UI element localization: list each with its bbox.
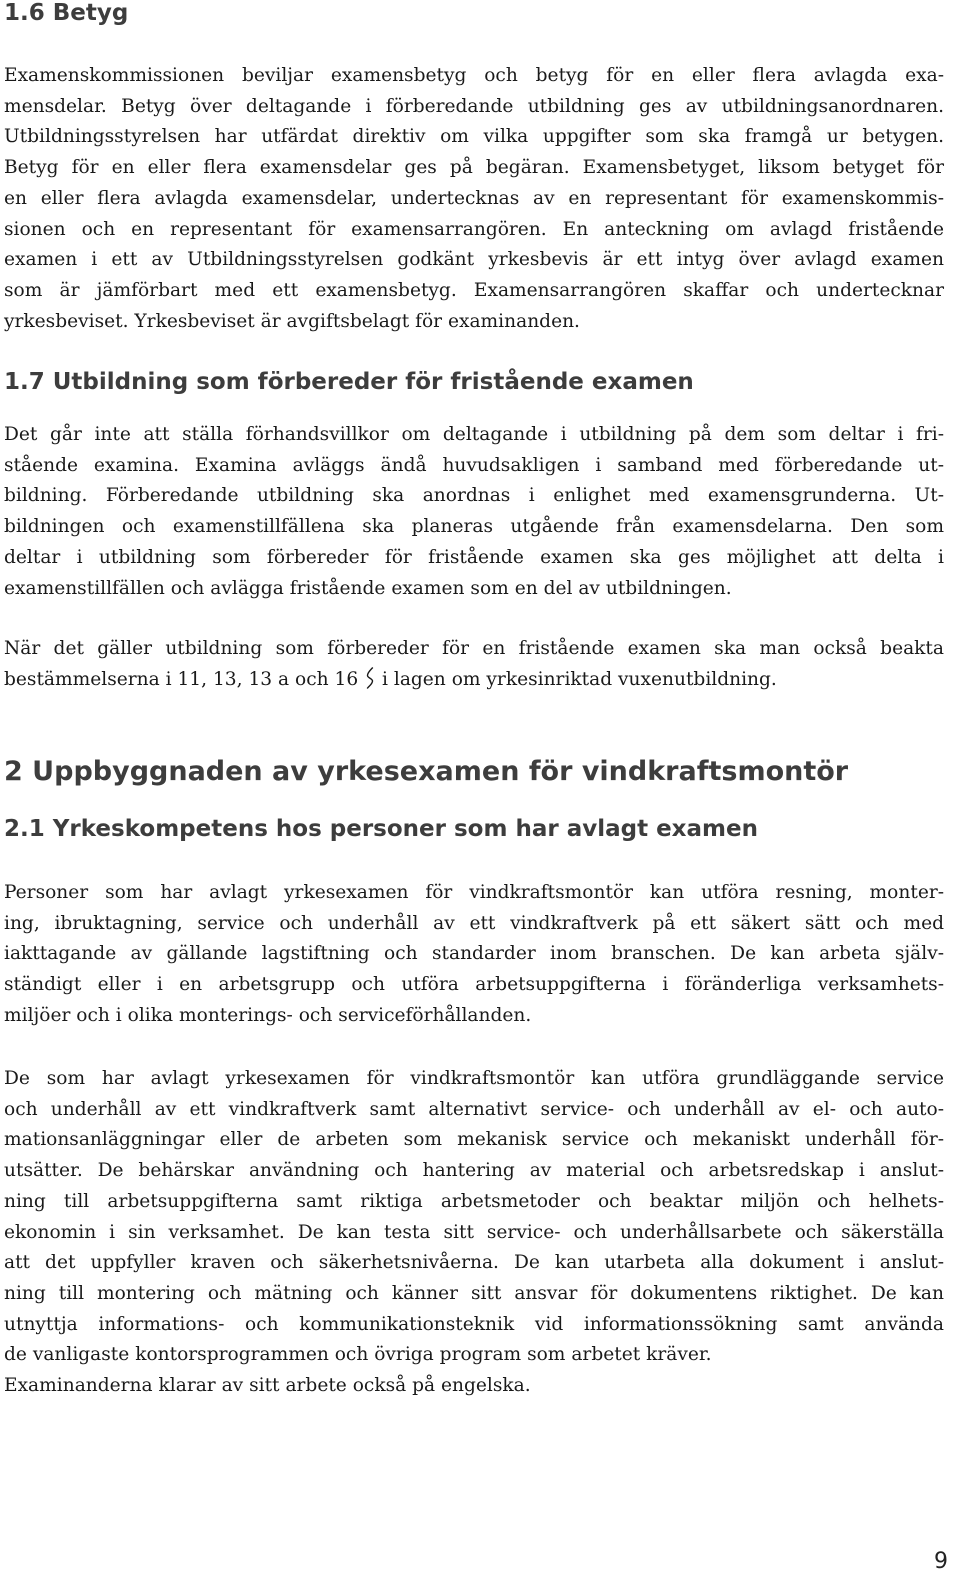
text-line: ständigt eller i en arbetsgrupp och utföra arbetsuppgifterna i föränderliga verksamhets-	[4, 974, 944, 996]
text-line: De som har avlagt yrkesexamen för vindkraftsmontör kan utföra grundläggande service	[4, 1068, 944, 1089]
paragraph-1-6	[4, 61, 944, 337]
text-line: att det uppfyller kraven och säkerhetsnivåerna. De kan utarbeta alla dokument i anslut-	[4, 1252, 944, 1274]
text-line	[4, 665, 944, 696]
text-line: iakttagande av gällande lagstiftning och standarder inom branschen. De kan arbeta själv-	[4, 943, 944, 965]
text-line: utsätter. De behärskar användning och hantering av material och arbetsredskap i anslut-	[4, 1160, 944, 1182]
text-line: som är jämförbart med ett examensbetyg. Examensarrangören skaffar och undertecknar	[4, 279, 944, 301]
heading-chapter-2: 2 Uppbyggnaden av yrkesexamen för vindkraftsmontör	[4, 756, 849, 787]
text-line: yrkesbeviset. Yrkesbeviset är avgiftsbelagt för examinanden.	[4, 310, 580, 332]
paragraph-1-7-b	[4, 634, 944, 695]
text-segment: bestämmelserna i 11, 13, 13 a och 16	[4, 668, 359, 690]
heading-1-6: 1.6 Betyg	[4, 0, 129, 26]
heading-2-1: 2.1 Yrkeskompetens hos personer som har avlagt examen	[4, 816, 758, 842]
text-line: ning till arbetsuppgifterna samt riktiga arbetsmetoder och beaktar miljön och helhets-	[4, 1190, 944, 1212]
text-line: bildning. Förberedande utbildning ska anordnas i enlighet med examensgrunderna. Ut-	[4, 485, 944, 507]
text-segment: i lagen om yrkesinriktad vuxenutbildning.	[382, 668, 777, 690]
text-line: utnyttja informations- och kommunikationsteknik vid informationssökning samt använda	[4, 1313, 944, 1335]
text-line: Det går inte att ställa förhandsvillkor om deltagande i utbildning på dem som deltar i fri-	[4, 424, 944, 445]
text-line: sionen och en representant för examensarrangören. En anteckning om avlagd fristående	[4, 218, 944, 240]
text-line: de vanligaste kontorsprogrammen och övriga program som arbetet kräver.	[4, 1344, 712, 1366]
heading-1-7: 1.7 Utbildning som förbereder för fristående examen	[4, 369, 694, 395]
text-line: ing, ibruktagning, service och underhåll av ett vindkraftverk på ett säkert sätt och med	[4, 912, 944, 934]
text-line: Examenskommissionen beviljar examensbetyg och betyg för en eller flera avlagda exa-	[4, 65, 944, 86]
text-line: bildningen och examenstillfällena ska planeras utgående från examensdelarna. Den som	[4, 516, 944, 538]
paragraph-1-7-a	[4, 420, 944, 604]
text-line: Betyg för en eller flera examensdelar ges på begäran. Examensbetyget, liksom betyget för	[4, 157, 944, 179]
paragraph-2-1-b	[4, 1064, 944, 1402]
text-line: examenstillfällen och avlägga fristående examen som en del av utbildningen.	[4, 577, 732, 599]
text-line: deltar i utbildning som förbereder för fristående examen ska ges möjlighet att delta i	[4, 546, 944, 568]
page-number: 9	[934, 1549, 948, 1574]
text-line: miljöer och i olika monterings- och serviceförhållanden.	[4, 1004, 532, 1026]
text-line: Examinanderna klarar av sitt arbete också på engelska.	[4, 1375, 531, 1397]
paragraph-2-1-a	[4, 878, 944, 1032]
section-sign-icon	[366, 666, 374, 690]
text-line: Utbildningsstyrelsen har utfärdat direktiv om vilka uppgifter som ska framgå ur betygen.	[4, 126, 944, 148]
text-line: ning till montering och mätning och känner sitt ansvar för dokumentens riktighet. De kan	[4, 1282, 944, 1304]
text-line: stående examina. Examina avläggs ändå huvudsakligen i samband med förberedande ut-	[4, 454, 944, 476]
text-line: Personer som har avlagt yrkesexamen för vindkraftsmontör kan utföra resning, monter-	[4, 882, 944, 903]
text-line: mationsanläggningar eller de arbeten som mekanisk service och mekaniskt underhåll för-	[4, 1129, 944, 1151]
text-line: en eller flera avlagda examensdelar, undertecknas av en representant för examenskommis-	[4, 187, 944, 209]
text-line: mensdelar. Betyg över deltagande i förberedande utbildning ges av utbildningsanordnaren.	[4, 95, 944, 117]
text-line: ekonomin i sin verksamhet. De kan testa sitt service- och underhållsarbete och säkerställa	[4, 1221, 944, 1243]
text-line: examen i ett av Utbildningsstyrelsen godkänt yrkesbevis är ett intyg över avlagd examen	[4, 249, 944, 271]
text-line: När det gäller utbildning som förbereder för en fristående examen ska man också beakta	[4, 638, 944, 659]
text-line: och underhåll av ett vindkraftverk samt alternativt service- och underhåll av el- och auto-	[4, 1098, 944, 1120]
